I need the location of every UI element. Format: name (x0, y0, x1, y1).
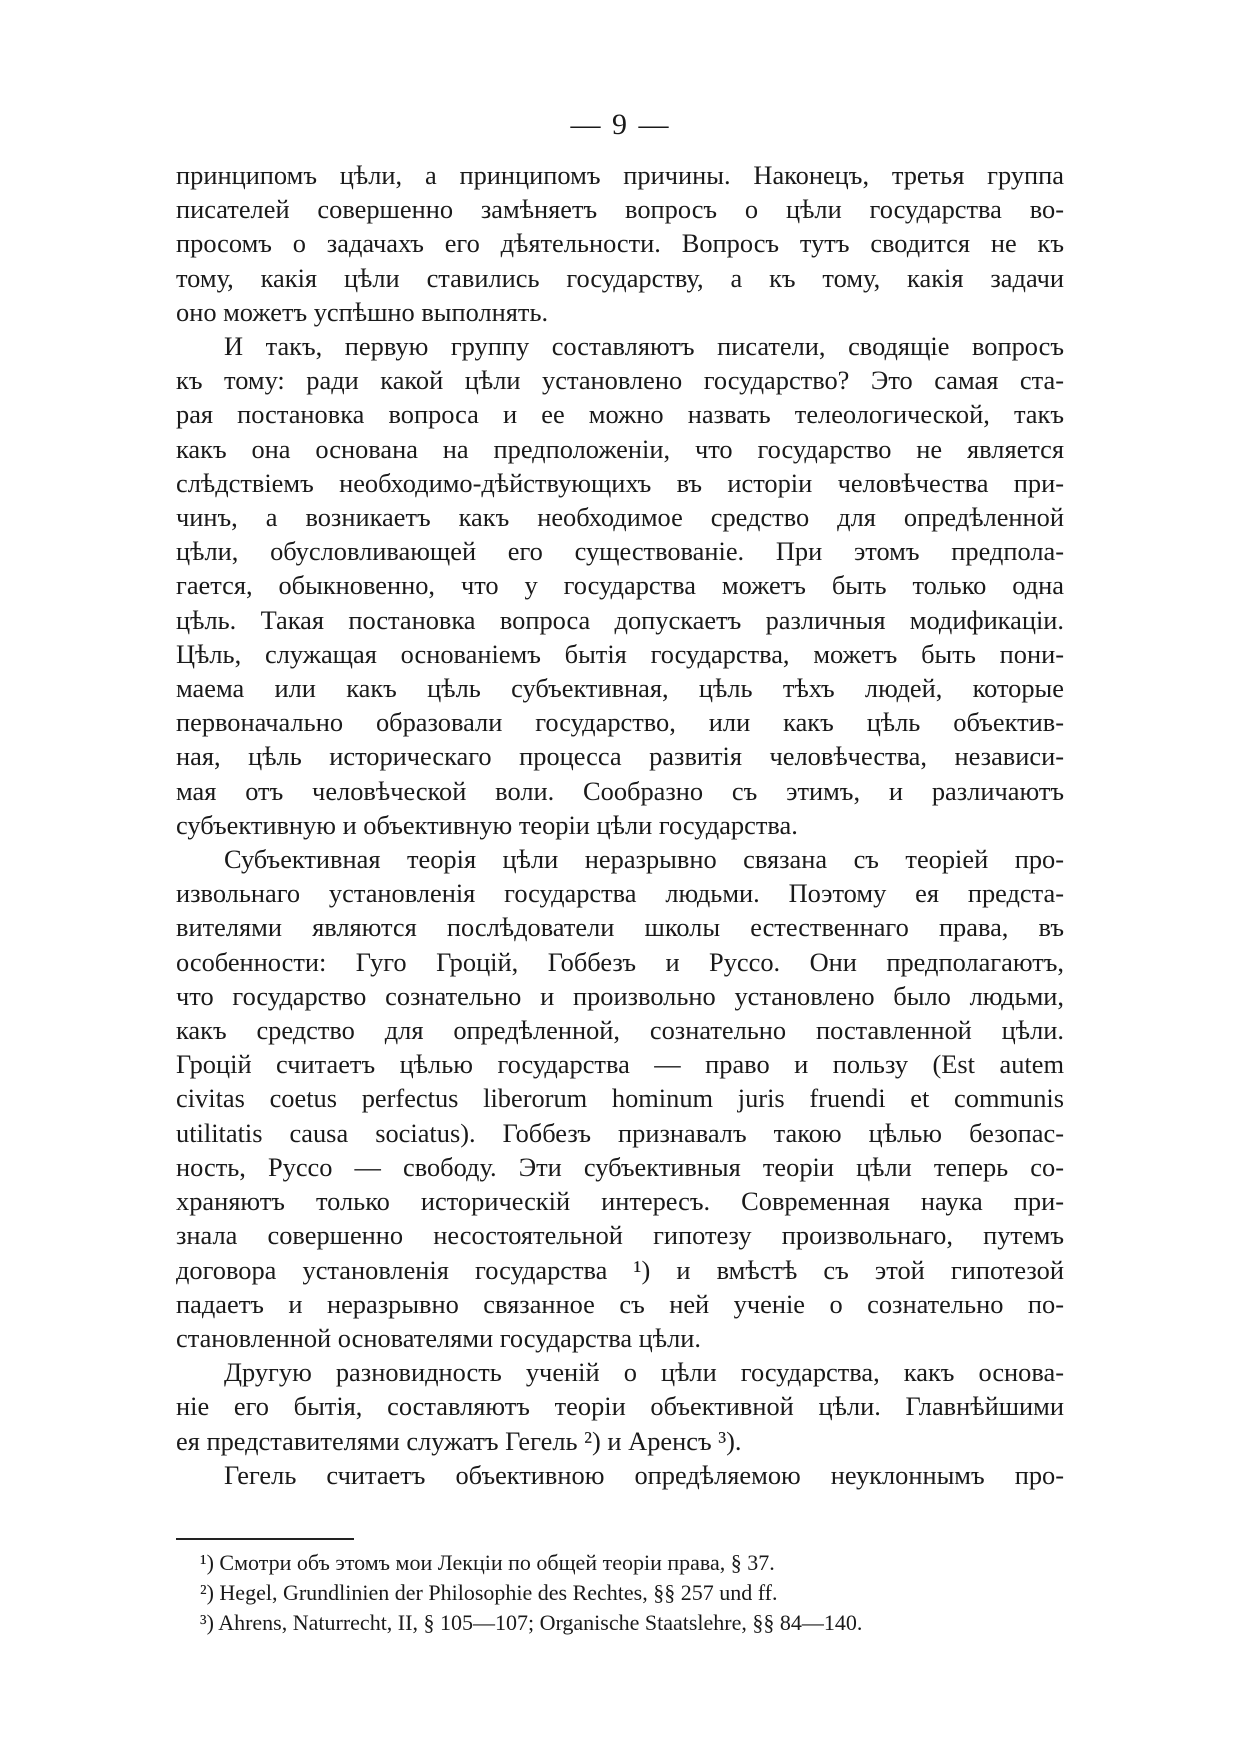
text-line: рая постановка вопроса и ее можно назвать телеологической, такъ (176, 399, 1064, 430)
text-line: храняютъ только историческій интересъ. Современная наука при- (176, 1186, 1064, 1217)
text-line: извольнаго установленія государства людьми. Поэтому ея предста- (176, 878, 1064, 909)
footnote-1: ¹) Смотри объ этомъ мои Лекціи по общей теоріи права, § 37. (200, 1550, 775, 1575)
text-line: цѣль. Такая постановка вопроса допускаетъ различныя модификаціи. (176, 604, 1064, 635)
text-line: писателей совершенно замѣняетъ вопросъ о цѣли государства во- (176, 194, 1064, 225)
footnote-divider (176, 1538, 354, 1540)
text-line: падаетъ и неразрывно связанное съ ней ученіе о сознательно по- (176, 1288, 1064, 1319)
text-line: цѣли, обусловливающей его существованіе. При этомъ предпола- (176, 536, 1064, 567)
paragraph-4 (176, 1355, 1064, 1458)
text-line: ная, цѣль историческаго процесса развитія человѣчества, независи- (176, 741, 1064, 772)
text-line: И такъ, первую группу составляютъ писатели, сводящіе вопросъ (224, 331, 1064, 362)
text-line: Гегель считаетъ объективною опредѣляемою неуклоннымъ про- (224, 1459, 1064, 1490)
text-line: просомъ о задачахъ его дѣятельности. Вопросъ тутъ сводится не къ (176, 228, 1064, 259)
text-line: первоначально образовали государство, или какъ цѣль объектив- (176, 707, 1064, 738)
footnotes (200, 1548, 1060, 1638)
text-line: Другую разновидность ученій о цѣли государства, какъ основа- (224, 1357, 1064, 1388)
text-line: мая отъ человѣческой воли. Сообразно съ этимъ, и различаютъ (176, 775, 1064, 806)
text-line: civitas coetus perfectus liberorum hominum juris fruendi et communis (176, 1083, 1064, 1114)
footnote-3: ³) Ahrens, Naturrecht, II, § 105—107; Organische Staatslehre, §§ 84—140. (200, 1610, 863, 1635)
text-line: субъективную и объективную теоріи цѣли государства. (176, 809, 798, 840)
paragraph-3 (176, 842, 1064, 1355)
paragraph-5 (176, 1458, 1064, 1492)
text-line: ніе его бытія, составляютъ теоріи объективной цѣли. Главнѣйшими (176, 1391, 1064, 1422)
text-line: Субъективная теорія цѣли неразрывно связана съ теоріей про- (224, 844, 1064, 875)
text-line: вителями являются послѣдователи школы естественнаго права, въ (176, 912, 1064, 943)
text-line: знала совершенно несостоятельной гипотезу произвольнаго, путемъ (176, 1220, 1064, 1251)
text-line: тому, какія цѣли ставились государству, а къ тому, какія задачи (176, 262, 1064, 293)
footnote-2: ²) Hegel, Grundlinien der Philosophie des Rechtes, §§ 257 und ff. (200, 1580, 778, 1605)
text-line: оно можетъ успѣшно выполнять. (176, 296, 549, 327)
text-line: маема или какъ цѣль субъективная, цѣль тѣхъ людей, которые (176, 673, 1064, 704)
page-number: — 9 — (570, 108, 671, 141)
text-line: Цѣль, служащая основаніемъ бытія государства, можетъ быть пони- (176, 638, 1064, 669)
text-line: utilitatis causa sociatus). Гоббезъ признавалъ такою цѣлью безопас- (176, 1117, 1064, 1148)
text-line: къ тому: ради какой цѣли установлено государство? Это самая ста- (176, 365, 1064, 396)
text-line: гается, обыкновенно, что у государства можетъ быть только одна (176, 570, 1064, 601)
text-line: договора установленія государства ¹) и вмѣстѣ съ этой гипотезой (176, 1254, 1064, 1285)
text-line: какъ средство для опредѣленной, сознательно поставленной цѣли. (176, 1015, 1064, 1046)
text-line: что государство сознательно и произвольно установлено было людьми, (176, 980, 1064, 1011)
text-line: ность, Руссо — свободу. Эти субъективныя теоріи цѣли теперь со- (176, 1151, 1064, 1182)
paragraph-1 (176, 158, 1064, 329)
text-line: ея представителями служатъ Гегель ²) и Аренсъ ³). (176, 1425, 742, 1456)
text-line: становленной основателями государства цѣли. (176, 1322, 702, 1353)
text-line: особенности: Гуго Гроцій, Гоббезъ и Руссо. Они предполагаютъ, (176, 946, 1064, 977)
text-line: Гроцій считаетъ цѣлью государства — право и пользу (Est autem (176, 1049, 1064, 1080)
text-line: принципомъ цѣли, а принципомъ причины. Наконецъ, третья группа (176, 160, 1064, 190)
text-line: слѣдствіемъ необходимо-дѣйствующихъ въ исторіи человѣчества при- (176, 467, 1064, 498)
body-text (176, 158, 1064, 1492)
text-line: чинъ, а возникаетъ какъ необходимое средство для опредѣленной (176, 502, 1064, 533)
text-line: какъ она основана на предположеніи, что государство не является (176, 433, 1064, 464)
paragraph-2 (176, 329, 1064, 842)
